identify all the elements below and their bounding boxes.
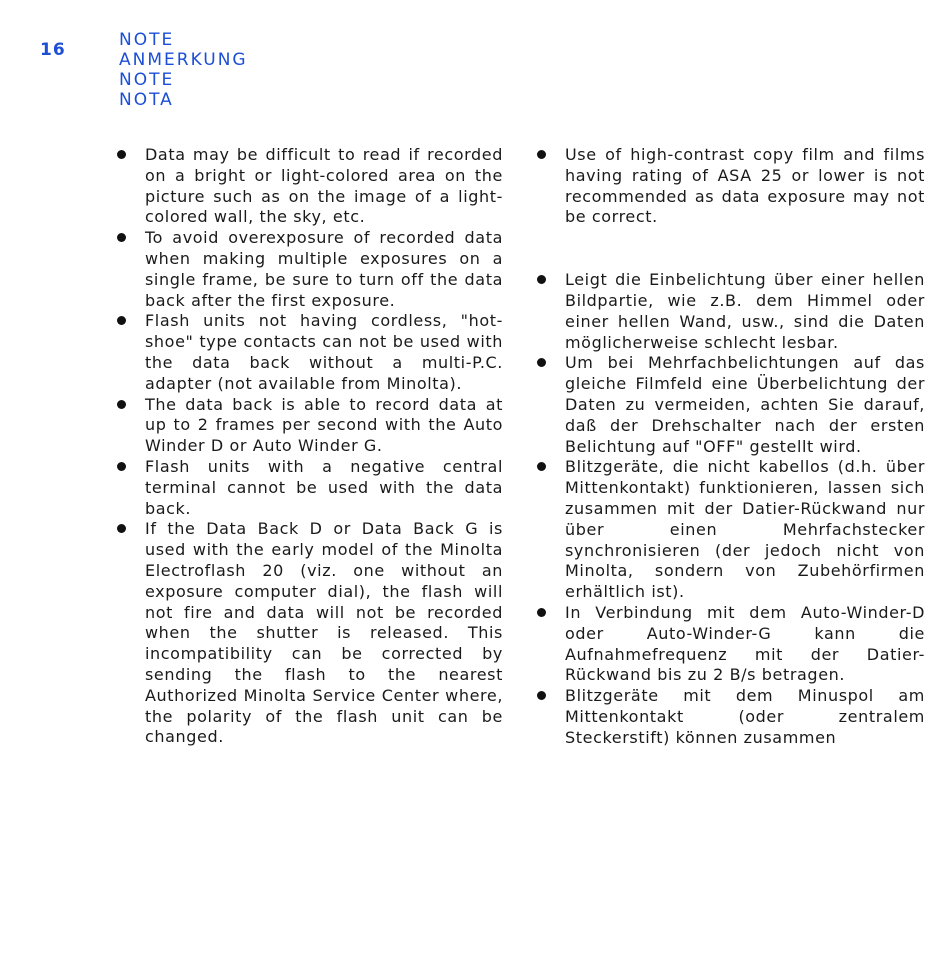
heading-german: ANMERKUNG <box>119 50 248 70</box>
bullet-icon <box>537 691 546 700</box>
note-text: Um bei Mehrfachbelichtungen auf das gleiche Filmfeld eine Überbelichtung der Daten zu vermeiden, achten Sie darauf, daß der Drehschalter nach der ersten Belichtung auf "OFF" gestellt wird. <box>565 353 925 456</box>
note-text: Leigt die Einbelichtung über einer hellen Bildpartie, wie z.B. dem Himmel oder einer hellen Wand, usw., sind die Daten möglicherweise schlecht lesbar. <box>565 270 925 352</box>
note-text: The data back is able to record data at up to 2 frames per second with the Auto Winder D or Auto Winder G. <box>145 394 503 456</box>
note-text: Blitzgeräte, die nicht kabellos (d.h. über Mittenkontakt) funktionieren, lassen sich zusammen mit der Datier-Rückwand nur über einen Mehrfachstecker synchronisieren (der jedoch nicht von Minolta, sondern von Zubehörfirmen erhältlich ist). <box>565 457 925 602</box>
bullet-icon <box>117 150 126 159</box>
bullet-icon <box>117 233 126 242</box>
bullet-icon <box>537 150 546 159</box>
bullet-icon <box>117 316 126 325</box>
page-number: 16 <box>40 40 66 60</box>
note-item <box>115 519 503 748</box>
note-item <box>115 395 503 457</box>
note-text: Blitzgeräte mit dem Minuspol am Mittenkontakt (oder zentralem Steckerstift) können zusammen <box>565 686 925 747</box>
bullet-icon <box>537 275 546 284</box>
bullet-icon <box>537 358 546 367</box>
note-item <box>535 686 925 748</box>
english-notes-column <box>115 145 503 748</box>
note-text: Data may be difficult to read if recorded on a bright or light-colored area on the picture such as on the image of a light-colored wall, the sky, etc. <box>145 145 503 227</box>
bullet-icon <box>117 462 126 471</box>
note-headings <box>119 30 248 110</box>
note-text: Use of high-contrast copy film and films having rating of ASA 25 or lower is not recommended as data exposure may not be correct. <box>565 145 925 227</box>
heading-spanish: NOTA <box>119 90 174 110</box>
note-item <box>535 603 925 686</box>
note-text: In Verbindung mit dem Auto-Winder-D oder Auto-Winder-G kann die Aufnahmefrequenz mit der Datier-Rückwand bis zu 2 B/s betragen. <box>565 602 925 685</box>
note-text: Flash units with a negative central terminal cannot be used with the data back. <box>145 456 503 518</box>
note-item <box>115 145 503 228</box>
note-item <box>535 457 925 603</box>
heading-french: NOTE <box>119 70 175 90</box>
bullet-icon <box>117 400 126 409</box>
heading-english: NOTE <box>119 30 175 50</box>
note-text: If the Data Back D or Data Back G is used with the early model of the Minolta Electroflash 20 (viz. one without an exposure computer dial), the flash will not fire and data will not be recorded when the shutter is released. This incompatibility can be corrected by sending the flash to the nearest Authorized Minolta Service Center where, the polarity of the flash unit can be changed. <box>145 519 503 747</box>
note-item <box>115 311 503 394</box>
note-item <box>535 270 925 353</box>
note-item <box>535 353 925 457</box>
note-item <box>535 145 925 228</box>
bullet-icon <box>537 462 546 471</box>
bullet-icon <box>537 608 546 617</box>
note-item <box>115 228 503 311</box>
bullet-icon <box>117 524 126 533</box>
note-text: To avoid overexposure of recorded data when making multiple exposures on a single frame, be sure to turn off the data back after the first exposure. <box>145 228 503 310</box>
right-notes-column <box>535 145 925 749</box>
note-text: Flash units not having cordless, "hot-shoe" type contacts can not be used with the data back without a multi-P.C. adapter (not available from Minolta). <box>145 311 503 393</box>
note-item <box>115 457 503 519</box>
